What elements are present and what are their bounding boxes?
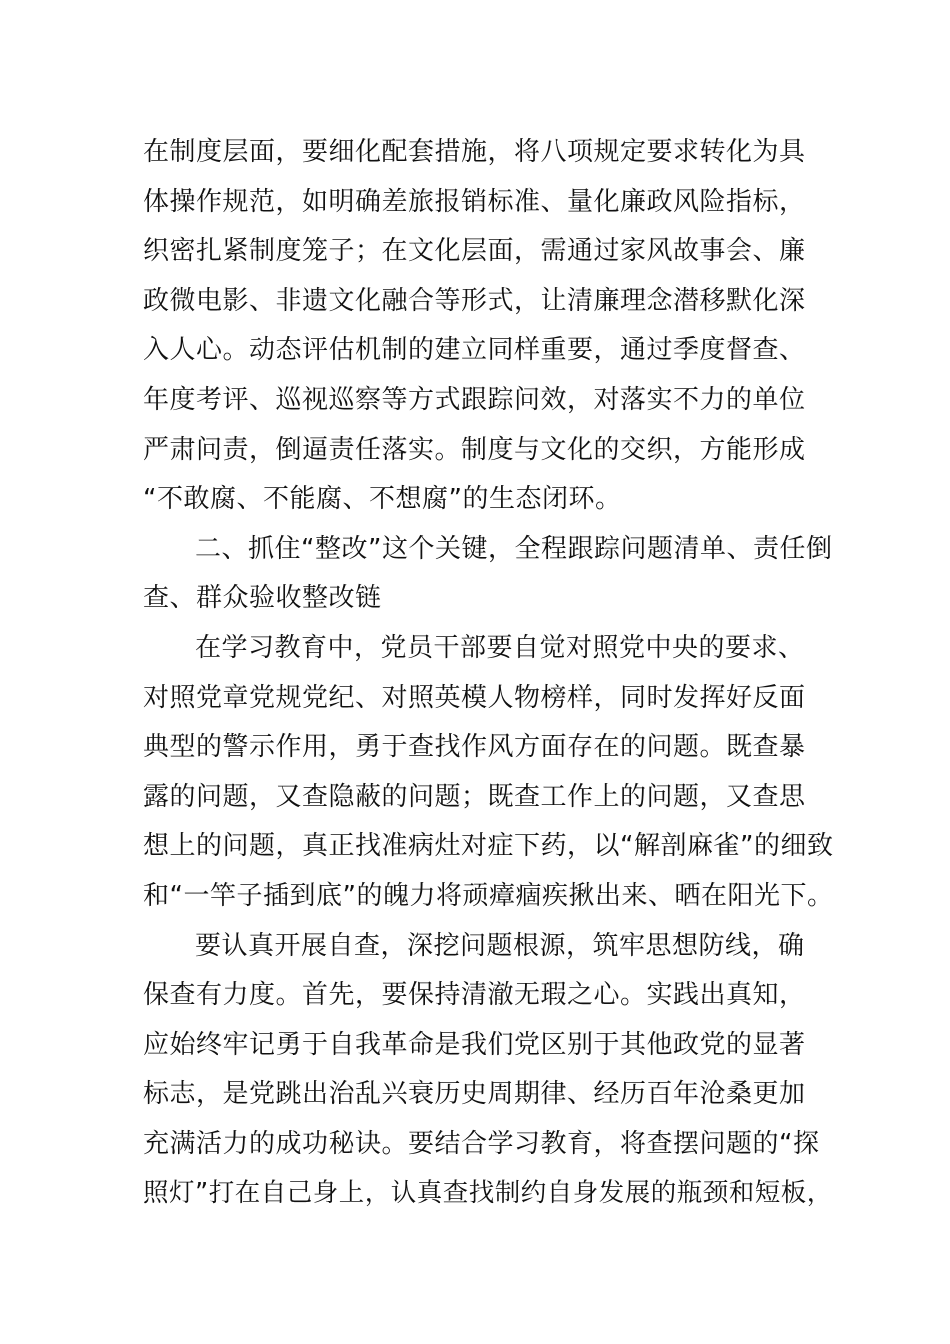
text-line: 保查有力度。首先，要保持清澈无瑕之心。实践出真知， — [143, 980, 806, 1011]
text-line: 年度考评、巡视巡察等方式跟踪问效，对落实不力的单位 — [143, 384, 806, 415]
text-line: 体操作规范，如明确差旅报销标准、量化廉政风险指标， — [143, 186, 806, 217]
text-line: 要认真开展自查，深挖问题根源，筑牢思想防线，确 — [195, 930, 805, 961]
text-line: 严肃问责，倒逼责任落实。制度与文化的交织，方能形成 — [143, 434, 806, 465]
text-line: 在学习教育中，党员干部要自觉对照党中央的要求、 — [195, 632, 805, 663]
text-line: 二、抓住“整改”这个关键，全程跟踪问题清单、责任倒 — [195, 533, 833, 564]
text-line: 和“一竿子插到底”的魄力将顽瘴痼疾揪出来、晒在阳光下。 — [143, 880, 834, 911]
text-line: 政微电影、非遗文化融合等形式，让清廉理念潜移默化深 — [143, 285, 806, 316]
text-line: 在制度层面，要细化配套措施，将八项规定要求转化为具 — [143, 137, 806, 167]
text-line: 标志，是党跳出治乱兴衰历史周期律、经历百年沧桑更加 — [143, 1079, 806, 1110]
text-line: “不敢腐、不能腐、不想腐”的生态闭环。 — [143, 484, 622, 515]
text-line: 想上的问题，真正找准病灶对症下药，以“解剖麻雀”的细致 — [143, 831, 834, 862]
text-line: 典型的警示作用，勇于查找作风方面存在的问题。既查暴 — [143, 732, 806, 763]
document-body — [143, 128, 833, 1219]
text-line: 露的问题，又查隐蔽的问题；既查工作上的问题，又查思 — [143, 781, 806, 812]
text-line: 入人心。动态评估机制的建立同样重要，通过季度督查、 — [143, 335, 806, 366]
text-line: 充满活力的成功秘诀。要结合学习教育，将查摆问题的“探 — [143, 1128, 820, 1159]
text-line: 查、群众验收整改链 — [143, 583, 382, 614]
text-line: 应始终牢记勇于自我革命是我们党区别于其他政党的显著 — [143, 1029, 806, 1060]
text-line: 对照党章党规党纪、对照英模人物榜样，同时发挥好反面 — [143, 682, 806, 713]
text-line: 照灯”打在自己身上，认真查找制约自身发展的瓶颈和短板， — [143, 1178, 833, 1209]
text-line: 织密扎紧制度笼子；在文化层面，需通过家风故事会、廉 — [143, 236, 806, 267]
